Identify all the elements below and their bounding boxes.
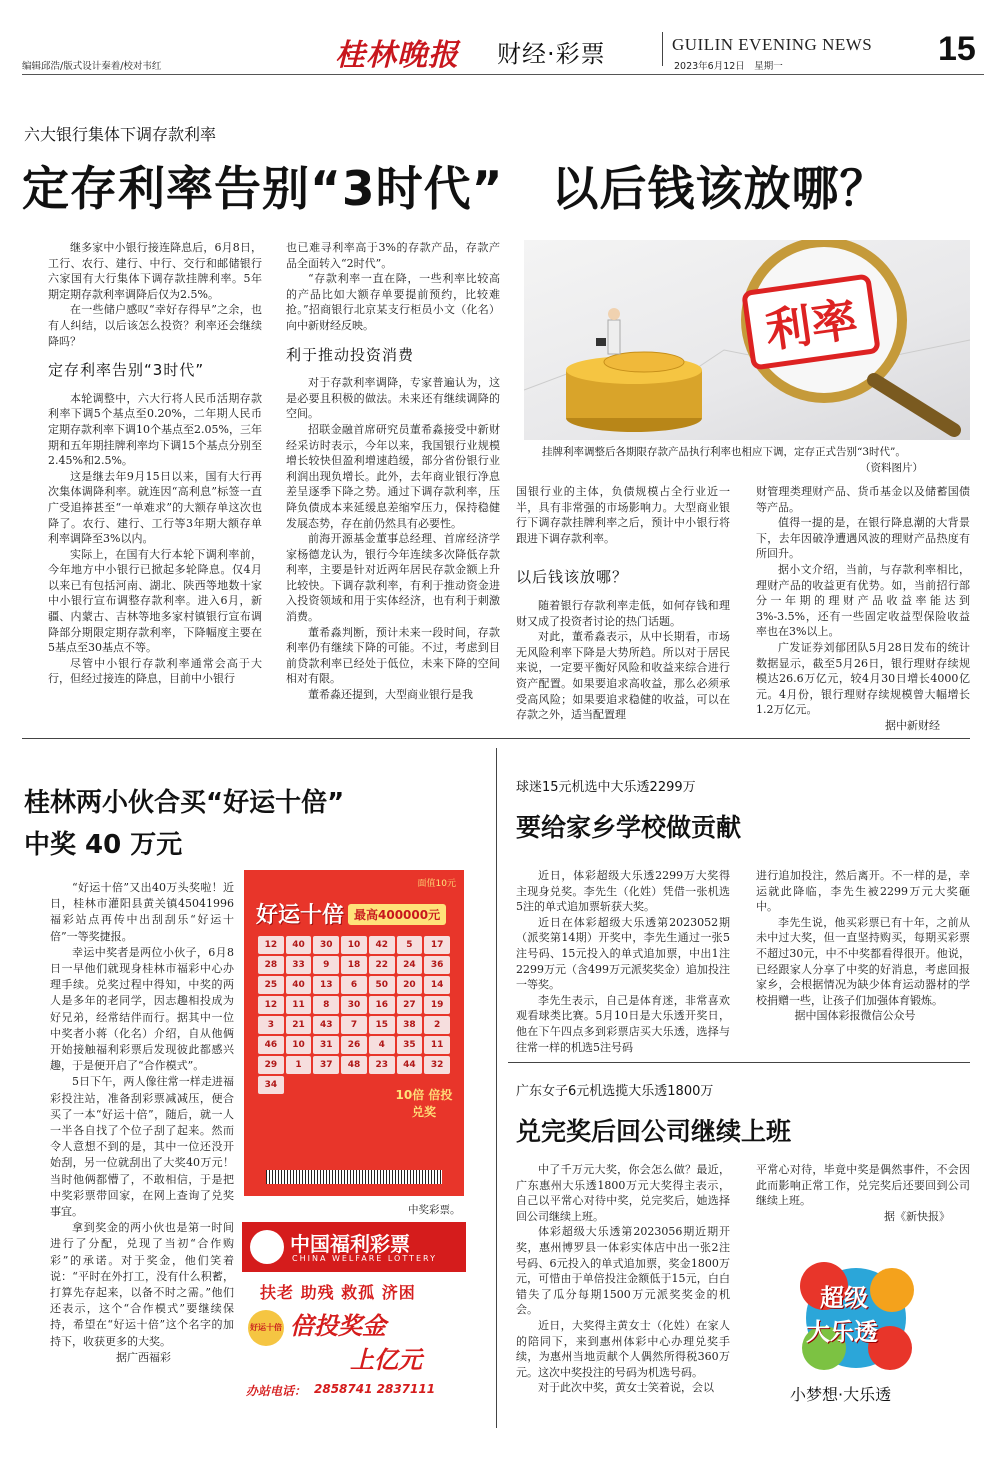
sports2-paragraph: 平常心对待，毕竟中奖是偶然事件，不会因此而影响正常工作，兑完奖后还要回到公司继续上班。 <box>756 1163 970 1208</box>
ticket-title: 好运十倍 <box>256 903 345 928</box>
welfare-ad-headline-1: 倍投奖金 <box>290 1312 386 1340</box>
lead-paragraph: 财管理类理财产品、货币基金以及储蓄国债等产品。 <box>756 485 970 514</box>
lead-column-3 <box>516 484 730 723</box>
ticket-grid-cell: 22 <box>369 956 395 974</box>
welfare-headline-2: 中奖 40 万元 <box>24 830 183 860</box>
lead-credit: 据中新财经 <box>885 718 940 732</box>
lead-paragraph: 本轮调整中，六大行将人民币活期存款利率下调5个基点至0.20%，二年期人民币定期存款利率下调10个基点至2.05%，三年期和五年期挂牌利率均下调15个基点分别至2.45%和2.5%。 <box>48 391 262 468</box>
ticket-grid-cell: 28 <box>258 956 284 974</box>
lead-column-2 <box>286 240 500 703</box>
welfare-ad-phone-label: 办站电话： <box>246 1384 307 1398</box>
lead-paragraph: 实际上，在国有大行本轮下调利率前，今年地方中小银行已掀起多轮降息。仅4月以来已有包括河南、湖北、陕西等地数十家中小银行宣布调整存款利率。进入6月，新疆、内蒙古、吉林等地多家村镇银行宣布调降部分期限定期存款利率，下降幅度主要在5基点至30基点不等。 <box>48 547 262 655</box>
welfare-paragraph: 幸运中奖者是两位小伙子，6月8日一早他们就现身桂林市福彩中心办理手续。兑奖过程中得知，中奖的两人是多年的老同学，因志趣相投成为好兄弟，经常结伴而行。据其中一位中奖者小蒋（化名）介绍，自从他俩开始接触福利彩票后发现彼此都感兴趣，于是便开启了“合作模式”。 <box>50 945 234 1073</box>
ticket-grid-cell: 37 <box>313 1056 339 1074</box>
column-divider <box>496 748 497 1428</box>
lead-kicker: 六大银行集体下调存款利率 <box>24 125 217 144</box>
sports2-paragraph: 近日，大奖得主黄女士（化姓）在家人的陪同下，来到惠州体彩中心办理兑奖手续，为惠州当地贡献个人偶然所得税360万元。这次中奖投注的号码为机选号码。 <box>516 1318 730 1379</box>
ticket-grid-cell: 18 <box>341 956 367 974</box>
sports2-paragraph: 中了千万元大奖，你会怎么做？最近，广东惠州大乐透1800万元大奖得主表示，自己以平常心对待中奖，兑完奖后，她选择回公司继续上班。 <box>516 1163 730 1223</box>
ticket-grid-cell: 17 <box>424 936 450 954</box>
masthead-english: GUILIN EVENING NEWS <box>672 35 873 54</box>
ticket-grid-cell: 33 <box>286 956 312 974</box>
welfare-column <box>50 880 234 1366</box>
ticket-grid-cell: 2 <box>424 1016 450 1034</box>
photo-caption: 挂牌利率调整后各期限存款产品执行利率也相应下调，定存正式告别“3时代”。 <box>542 446 906 458</box>
sports2-paragraph: 体彩超级大乐透第2023056期近期开奖，惠州博罗县一体彩实体店中出一张2注号码、6元投入的单式追加票，奖金1800万元，可惜由于单倍投注金额低于15元，白白错失了瓜分每期1500万元派奖奖金的机会。 <box>516 1225 730 1317</box>
welfare-ad-brand-en: CHINA WELFARE LOTTERY <box>292 1254 437 1263</box>
ticket-grid-cell: 8 <box>313 996 339 1014</box>
credit-line: 编辑邱浩/版式设计秦着/校对韦红 <box>22 61 162 72</box>
super-lotto-logo-line2: 大乐透 <box>806 1318 878 1346</box>
masthead-divider <box>662 32 663 66</box>
lead-headline: 定存利率告别“3时代” 以后钱该放哪？ <box>22 162 888 217</box>
lead-paragraph: 尽管中小银行存款利率通常会高于大行，但经过接连的降息，目前中小银行 <box>48 656 262 686</box>
lead-paragraph: 在一些储户感叹“幸好存得早”之余，也有人纠结，以后该怎么投资？利率还会继续降吗？ <box>48 303 262 348</box>
ticket-grid-cell: 11 <box>286 996 312 1014</box>
ticket-prize: 最高400000元 <box>348 904 446 925</box>
sports1-column-1 <box>516 868 730 1055</box>
ticket-caption: 中奖彩票。 <box>408 1204 461 1216</box>
lead-paragraph: 值得一提的是，在银行降息潮的大背景下，去年因破净遭遇风波的理财产品热度有所回升。 <box>756 516 970 561</box>
photo-credit: （资料图片） <box>860 462 923 474</box>
welfare-ad-phone: 2858741 2837111 <box>314 1382 436 1396</box>
sports-divider <box>508 1062 970 1063</box>
ticket-barcode <box>266 1170 442 1184</box>
lead-paragraph: 对于存款利率调降，专家普遍认为，这是必要且积极的做法。未来还有继续调降的空间。 <box>286 376 500 421</box>
ticket-grid-cell: 40 <box>286 976 312 994</box>
lead-paragraph: 据小文介绍，当前，与存款利率相比，理财产品的收益更有优势。如，当前招行部分一年期的理财产品收益率能达到3%-3.5%，还有一些固定收益型保险收益率也在3%以上。 <box>756 562 970 639</box>
lead-subhead: 定存利率告别“3时代” <box>48 361 205 380</box>
sports2-credit: 据《新快报》 <box>884 1209 950 1223</box>
super-lotto-slogan: 小梦想·大乐透 <box>790 1385 892 1404</box>
welfare-credit: 据广西福彩 <box>116 1350 171 1364</box>
lead-paragraph: “存款利率一直在降，一些利率比较高的产品比如大额存单要提前预约，比较难抢。”招商银行北京某支行柜员小文（化名）向中新财经反映。 <box>286 272 500 332</box>
lead-paragraph: 也已难寻利率高于3%的存款产品，存款产品全面转入“2时代”。 <box>286 241 500 270</box>
masthead-rule <box>22 74 984 75</box>
ticket-grid-cell: 4 <box>369 1036 395 1054</box>
lead-paragraph: 对此，董希淼表示，从中长期看，市场无风险利率下降是大势所趋。所以对于居民来说，一定要平衡好风险和收益来综合进行资产配置。如果要追求高收益，那么必须承受高风险；如果要追求稳健的收益，可以在存款之外，适当配置理 <box>516 630 730 722</box>
lead-paragraph: 随着银行存款利率走低，如何存钱和理财又成了投资者讨论的热门话题。 <box>516 598 730 628</box>
ticket-grid-cell: 9 <box>313 956 339 974</box>
welfare-ad-headline-2: 上亿元 <box>350 1346 422 1374</box>
welfare-paragraph: “好运十倍”又出40万头奖啦！近日，桂林市灌阳县黄关镇45041996福彩站点再传中出刮刮乐“好运十倍”一等奖捷报。 <box>50 881 234 943</box>
lead-column-4 <box>756 484 970 734</box>
ticket-grid-cell: 19 <box>424 996 450 1014</box>
sports1-paragraph: 李先生表示，自己是体育迷，非常喜欢观看球类比赛。5月10日是大乐透开奖日，他在下午四点多到彩票店买大乐透，选择与往常一样的机选5注号码 <box>516 993 730 1054</box>
ticket-grid-cell: 10 <box>286 1036 312 1054</box>
lead-paragraph: 董希淼判断，预计未来一段时间，存款利率仍有继续下降的可能。不过，考虑到目前贷款利率已经处于低位，未来下降的空间相对有限。 <box>286 625 500 686</box>
ticket-grid-cell: 36 <box>424 956 450 974</box>
ticket-grid-cell: 14 <box>424 976 450 994</box>
ticket-grid-cell: 11 <box>424 1036 450 1054</box>
ticket-grid-cell: 23 <box>369 1056 395 1074</box>
welfare-ad-badge: 好运十倍 <box>248 1310 284 1346</box>
super-lotto-logo <box>784 1256 928 1376</box>
ticket-grid-cell: 20 <box>397 976 423 994</box>
lead-paragraph: 这是继去年9月15日以来，国有大行再次集体调降利率。就连因“高利息”标签一直广受追捧甚至“一单难求”的大额存单这次也降了。农行、建行、工行等3年期大额存单利率调降至3%以内。 <box>48 469 262 546</box>
ticket-grid-cell: 26 <box>341 1036 367 1054</box>
sports2-kicker: 广东女子6元机选揽大乐透1800万 <box>516 1084 714 1099</box>
sports1-credit: 据中国体彩报微信公众号 <box>794 1009 916 1023</box>
ticket-grid-cell: 24 <box>397 956 423 974</box>
lead-column-1 <box>48 240 262 687</box>
welfare-ad <box>242 1222 466 1410</box>
ticket-grid-cell: 44 <box>397 1056 423 1074</box>
lottery-ticket <box>244 870 464 1196</box>
lead-paragraph: 广发证券刘郁团队5月28日发布的统计数据显示，截至5月26日，银行理财存续规模达26.6万亿元，较4月30日增长4000亿元。4月份，银行理财存续规模曾大幅增长1.2万亿元。 <box>756 640 970 717</box>
sports2-column-2 <box>756 1162 970 1224</box>
ticket-grid-cell: 16 <box>369 996 395 1014</box>
welfare-paragraph: 5日下午，两人像往常一样走进福彩投注站，准备刮彩票减减压，便合买了一本“好运十倍”，随后，就一人一半各自找了个位子刮了起来。然而令人意想不到的是，其中一位还没开始刮，另一位就刮出了大奖40万元！当时他俩都懵了，不敢相信，于是把中奖彩票带回家，在网上查询了兑奖事宜。 <box>50 1075 234 1219</box>
ticket-grid-cell: 15 <box>369 1016 395 1034</box>
ticket-grid-cell: 25 <box>258 976 284 994</box>
sports1-paragraph: 近日，体彩超级大乐透2299万大奖得主现身兑奖。李先生（化姓）凭借一张机选5注的单式追加票斩获大奖。 <box>516 869 730 914</box>
ticket-grid-cell: 6 <box>341 976 367 994</box>
ticket-grid-cell: 1 <box>286 1056 312 1074</box>
ticket-price: 面值10元 <box>417 879 456 889</box>
masthead-logo: 桂林晚报 <box>335 38 459 73</box>
welfare-ad-slogan: 扶老 助残 救孤 济困 <box>260 1283 416 1302</box>
ticket-grid-cell: 32 <box>424 1056 450 1074</box>
sports1-paragraph: 近日在体彩超级大乐透第2023052期（派奖第14期）开奖中，李先生通过一张5注号码、15元投入的单式追加票，中出1注2299万元（含499万元派奖奖金）追加投注一等奖。 <box>516 915 730 992</box>
welfare-paragraph: 拿到奖金的两小伙也是第一时间进行了分配，兑现了当初“合作购彩”的承诺。对于奖金，他们笑着说：“平时在外打工，没有什么积蓄，打算先存起来，以备不时之需。”他们还表示，这个“合作模式”要继续保持，希望在“好运十倍”这个名字的加持下，收获更多的大奖。 <box>50 1221 234 1348</box>
lead-paragraph: 前海开源基金董事总经理、首席经济学家杨德龙认为，银行今年连续多次降低存款利率，主要是针对近两年居民存款金额上升比较快。下调存款利率，有利于推动资金进入投资领域和用于实体经济，也有利于刺激消费。 <box>286 532 500 624</box>
ticket-grid-cell: 12 <box>258 996 284 1014</box>
lead-subhead: 利于推动投资消费 <box>286 345 415 364</box>
ticket-grid-cell: 30 <box>341 996 367 1014</box>
ticket-grid-cell: 13 <box>313 976 339 994</box>
masthead-date: 2023年6月12日 星期一 <box>674 61 783 72</box>
lead-paragraph: 继多家中小银行接连降息后，6月8日，工行、农行、建行、中行、交行和邮储银行六家国有大行集体下调存款挂牌利率。5年期定期存款利率调降后仅为2.5%。 <box>48 241 262 301</box>
ticket-grid-cell: 31 <box>313 1036 339 1054</box>
ticket-grid-cell: 27 <box>397 996 423 1014</box>
sports1-kicker: 球迷15元机选中大乐透2299万 <box>516 780 696 795</box>
ticket-grid-cell: 46 <box>258 1036 284 1054</box>
ticket-grid-cell: 40 <box>286 936 312 954</box>
sports1-column-2 <box>756 868 970 1024</box>
ticket-grid-cell: 7 <box>341 1016 367 1034</box>
page-number: 15 <box>938 30 976 68</box>
ticket-grid-cell: 42 <box>369 936 395 954</box>
ticket-bonus: 10倍 倍投兑奖 <box>395 1088 453 1119</box>
lead-subhead: 以后钱该放哪？ <box>516 568 629 587</box>
ticket-grid-cell: 35 <box>397 1036 423 1054</box>
sports2-paragraph: 对于此次中奖，黄女士笑着说，会以 <box>538 1381 714 1395</box>
lead-paragraph: 董希淼还提到，大型商业银行是我 <box>308 688 473 702</box>
masthead-section: 财经·彩票 <box>497 40 606 68</box>
welfare-ad-brand: 中国福利彩票 <box>290 1232 410 1256</box>
sports2-column-1 <box>516 1162 730 1396</box>
sports1-headline: 要给家乡学校做贡献 <box>516 813 742 842</box>
sports1-paragraph: 李先生说，他买彩票已有十年，之前从未中过大奖，但一直坚持购买，每期买彩票不超过30元，中不中奖都看得很开。他说，已经跟家人分享了中奖的好消息，考虑回报家乡，会根据情况为缺少体育运动器材的学校捐赠一些，让孩子们加强体育锻炼。 <box>756 915 970 1007</box>
ticket-grid-cell: 38 <box>397 1016 423 1034</box>
sports2-headline: 兑完奖后回公司继续上班 <box>516 1117 792 1146</box>
lead-paragraph: 国银行业的主体，负债规模占全行业近一半，具有非常强的市场影响力。大型商业银行下调存款挂牌利率之后，预计中小银行将跟进下调存款利率。 <box>516 485 730 545</box>
lead-photo <box>524 240 970 440</box>
welfare-headline-1: 桂林两小伙合买“好运十倍” <box>24 788 345 818</box>
ticket-grid-cell: 3 <box>258 1016 284 1034</box>
super-lotto-logo-line1: 超级 <box>820 1284 868 1312</box>
ticket-grid-cell: 21 <box>286 1016 312 1034</box>
sports1-paragraph: 进行追加投注，然后离开。不一样的是，幸运就此降临，李先生被2299万元大奖砸中。 <box>756 869 970 914</box>
photo-stamp-text: 利率 <box>741 273 881 370</box>
welfare-logo-icon <box>250 1230 284 1264</box>
ticket-grid-cell: 34 <box>258 1076 284 1094</box>
ticket-grid-cell: 12 <box>258 936 284 954</box>
ticket-grid-cell: 5 <box>397 936 423 954</box>
ticket-grid-cell: 50 <box>369 976 395 994</box>
ticket-grid-cell: 30 <box>313 936 339 954</box>
ticket-scratch-grid <box>258 936 450 1094</box>
ticket-grid-cell: 29 <box>258 1056 284 1074</box>
section-rule <box>22 738 970 739</box>
ticket-grid-cell: 48 <box>341 1056 367 1074</box>
lead-paragraph: 招联金融首席研究员董希淼接受中新财经采访时表示，今年以来，我国银行业规模增长较快但盈利增速趋缓，部分省份银行业利润出现负增长。此外，去年商业银行净息差呈逐季下降之势。通过下调存款利率，压降负债成本来延缓息差缩窄压力，保持稳健发展态势，存在前仍然具有必要性。 <box>286 422 500 530</box>
ticket-grid-cell: 10 <box>341 936 367 954</box>
ticket-grid-cell: 43 <box>313 1016 339 1034</box>
